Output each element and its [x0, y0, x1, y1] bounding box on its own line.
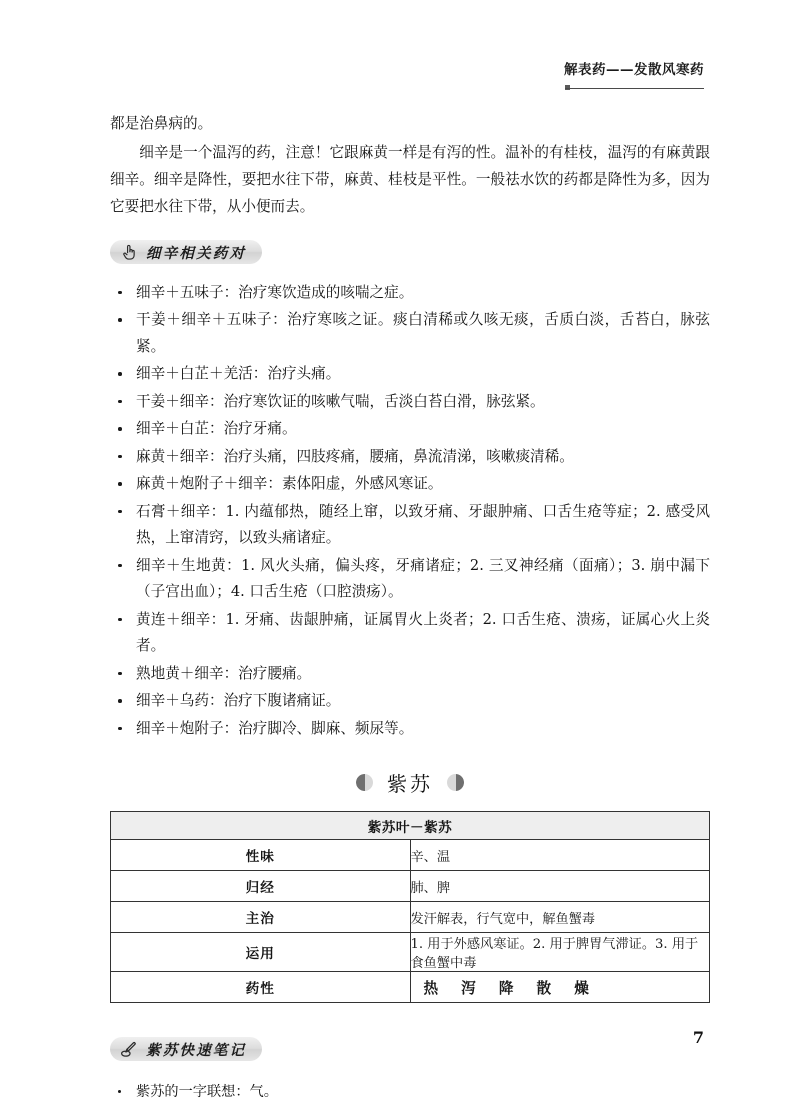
pointing-hand-icon: [119, 243, 139, 262]
herb-section-title: [110, 768, 710, 797]
section-badge-pairs-label: 细辛相关药对: [146, 244, 247, 262]
paragraph: 细辛是一个温泻的药，注意！它跟麻黄一样是有泻的性。温补的有桂枝，温泻的有麻黄跟细辛。细辛是降性，要把水往下带，麻黄、桂枝是平性。一般祛水饮的药都是降性为多，因为它要把水往下带，从小便而去。: [110, 144, 710, 215]
header-rule: [565, 88, 704, 89]
section-badge-notes-label: 紫苏快速笔记: [146, 1041, 247, 1059]
herb-property-table: [110, 811, 710, 1003]
list-item: 细辛＋五味子：治疗寒饮造成的咳喘之症。: [110, 280, 710, 307]
list-item: 细辛＋炮附子：治疗脚冷、脚麻、频尿等。: [110, 716, 710, 743]
table-row-label: 归经: [111, 871, 411, 902]
list-item: 细辛＋白芷＋羌活：治疗头痛。: [110, 361, 710, 388]
drug-pair-list: [110, 280, 710, 743]
half-circle-ornament-left-icon: [356, 774, 373, 791]
list-item: 麻黄＋细辛：治疗头痛，四肢疼痛，腰痛，鼻流清涕，咳嗽痰清稀。: [110, 444, 710, 471]
list-item: 紫苏的一字联想：气。: [110, 1079, 710, 1105]
list-item: 石膏＋细辛：1. 内蕴郁热，随经上窜，以致牙痛、牙龈肿痛、口舌生疮等症；2. 感受风热，上窜清窍，以致头痛诸症。: [110, 499, 710, 552]
table-row-label: 运用: [111, 933, 411, 972]
table-row-label: 主治: [111, 902, 411, 933]
section-badge-pairs-row: [110, 240, 710, 266]
table-row-label: 性味: [111, 840, 411, 871]
section-badge-pairs: [110, 240, 262, 264]
table-header-row: [111, 812, 710, 840]
list-item: 黄连＋细辛：1. 牙痛、齿龈肿痛，证属胃火上炎者；2. 口舌生疮、溃疡，证属心火上炎者。: [110, 607, 710, 660]
table-row: [111, 902, 710, 933]
table-row-value: 热 泻 降 散 燥: [410, 972, 710, 1003]
table-row-value: 肺、脾: [410, 871, 710, 902]
header-title: 解表药——发散风寒药: [564, 62, 704, 78]
table-row-value: 1. 用于外感风寒证。2. 用于脾胃气滞证。3. 用于食鱼蟹中毒: [410, 933, 710, 972]
list-item: 干姜＋细辛：治疗寒饮证的咳嗽气喘，舌淡白苔白滑，脉弦紧。: [110, 389, 710, 416]
table-row-label: 药性: [111, 972, 411, 1003]
table-row: [111, 840, 710, 871]
section-badge-notes: [110, 1037, 262, 1061]
paragraph: 都是治鼻病的。: [110, 115, 213, 132]
page-content: [110, 110, 710, 1105]
quick-notes-list: [110, 1079, 710, 1105]
list-item: 麻黄＋炮附子＋细辛：素体阳虚，外感风寒证。: [110, 471, 710, 498]
half-circle-ornament-right-icon: [447, 774, 464, 791]
list-item: 熟地黄＋细辛：治疗腰痛。: [110, 661, 710, 688]
table-row: [111, 871, 710, 902]
table-row: [111, 972, 710, 1003]
section-badge-notes-row: [110, 1037, 710, 1063]
table-row-value: 发汗解表，行气宽中，解鱼蟹毒: [410, 902, 710, 933]
list-item: 细辛＋生地黄：1. 风火头痛，偏头疼，牙痛诸症；2. 三叉神经痛（面痛）；3. 崩中漏下（子宫出血）；4. 口舌生疮（口腔溃疡）。: [110, 553, 710, 606]
table-row-value: 辛、温: [410, 840, 710, 871]
table-header-cell: 紫苏叶－紫苏: [111, 812, 710, 840]
table-row: [111, 933, 710, 972]
list-item: 干姜＋细辛＋五味子：治疗寒咳之证。痰白清稀或久咳无痰，舌质白淡，舌苔白，脉弦紧。: [110, 307, 710, 360]
herb-title-text: 紫苏: [387, 772, 433, 796]
list-item: 细辛＋乌药：治疗下腹诸痛证。: [110, 688, 710, 715]
page-number: 7: [692, 1028, 704, 1047]
running-header: [110, 58, 704, 96]
brush-pen-icon: [119, 1040, 139, 1059]
list-item: 细辛＋白芷：治疗牙痛。: [110, 416, 710, 443]
